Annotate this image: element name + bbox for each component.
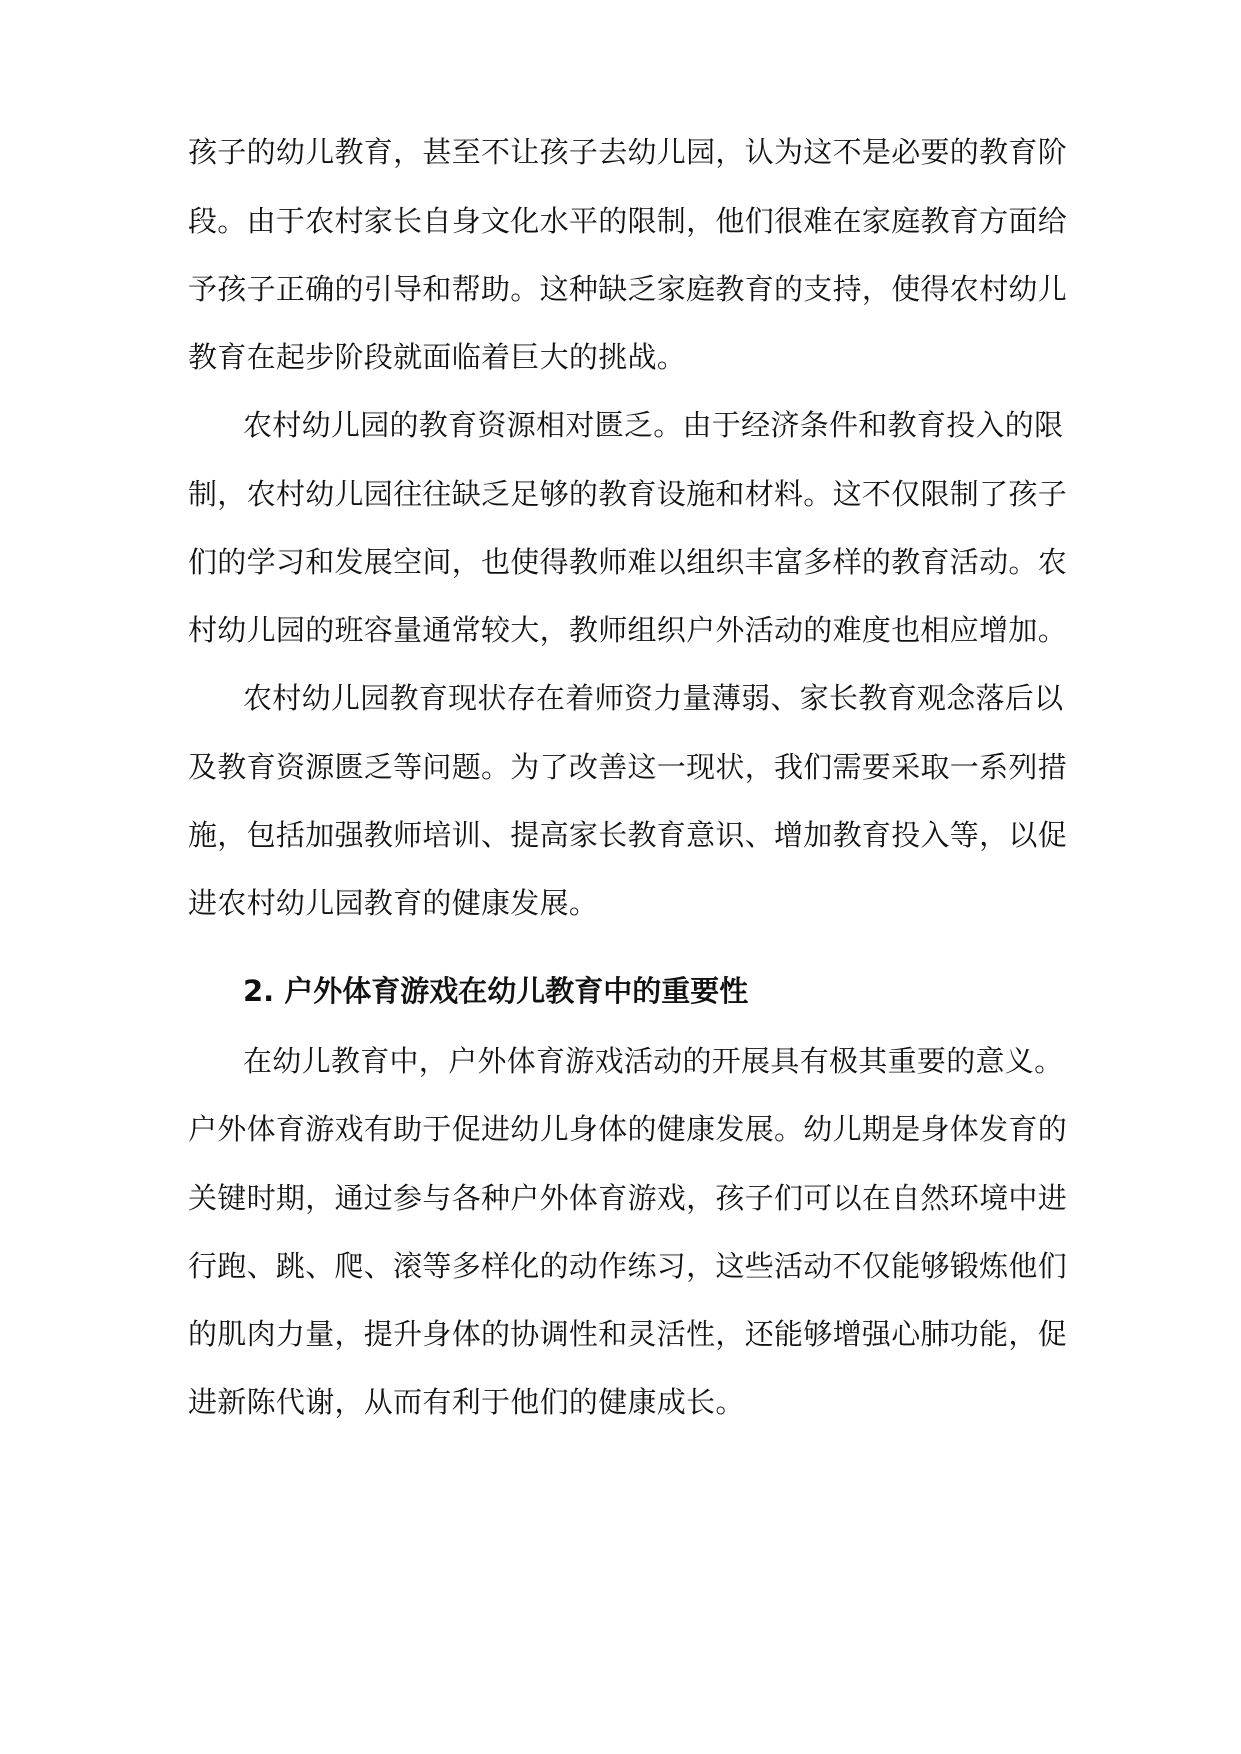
- paragraph-1-line-4: 教育在起步阶段就面临着巨大的挑战。: [188, 340, 687, 374]
- section-paragraph-line-4: 行跑、跳、爬、滚等多样化的动作练习，这些活动不仅能够锻炼他们: [188, 1249, 1068, 1283]
- section-heading: 2. 户外体育游戏在幼儿教育中的重要性: [243, 974, 749, 1008]
- paragraph-3-line-3: 施，包括加强教师培训、提高家长教育意识、增加教育投入等，以促: [188, 818, 1068, 852]
- section-paragraph-line-1: 在幼儿教育中，户外体育游戏活动的开展具有极其重要的意义。: [243, 1044, 1064, 1078]
- paragraph-2-line-3: 们的学习和发展空间，也使得教师难以组织丰富多样的教育活动。农: [188, 545, 1068, 579]
- section-paragraph-line-6: 进新陈代谢，从而有利于他们的健康成长。: [188, 1385, 745, 1419]
- paragraph-2-line-2: 制，农村幼儿园往往缺乏足够的教育设施和材料。这不仅限制了孩子: [188, 477, 1068, 511]
- paragraph-2-line-4: 村幼儿园的班容量通常较大，教师组织户外活动的难度也相应增加。: [188, 613, 1068, 647]
- paragraph-3-line-2: 及教育资源匮乏等问题。为了改善这一现状，我们需要采取一系列措: [188, 750, 1068, 784]
- paragraph-1-line-1: 孩子的幼儿教育，甚至不让孩子去幼儿园，认为这不是必要的教育阶: [188, 135, 1068, 169]
- section-paragraph-line-3: 关键时期，通过参与各种户外体育游戏，孩子们可以在自然环境中进: [188, 1181, 1068, 1215]
- paragraph-1-line-3: 予孩子正确的引导和帮助。这种缺乏家庭教育的支持，使得农村幼儿: [188, 272, 1068, 306]
- section-paragraph-line-2: 户外体育游戏有助于促进幼儿身体的健康发展。幼儿期是身体发育的: [188, 1112, 1068, 1146]
- section-paragraph-line-5: 的肌肉力量，提升身体的协调性和灵活性，还能够增强心肺功能，促: [188, 1317, 1068, 1351]
- paragraph-3-line-1: 农村幼儿园教育现状存在着师资力量薄弱、家长教育观念落后以: [243, 681, 1064, 715]
- paragraph-3-line-4: 进农村幼儿园教育的健康发展。: [188, 886, 599, 920]
- paragraph-2-line-1: 农村幼儿园的教育资源相对匮乏。由于经济条件和教育投入的限: [243, 408, 1064, 442]
- paragraph-1-line-2: 段。由于农村家长自身文化水平的限制，他们很难在家庭教育方面给: [188, 204, 1068, 238]
